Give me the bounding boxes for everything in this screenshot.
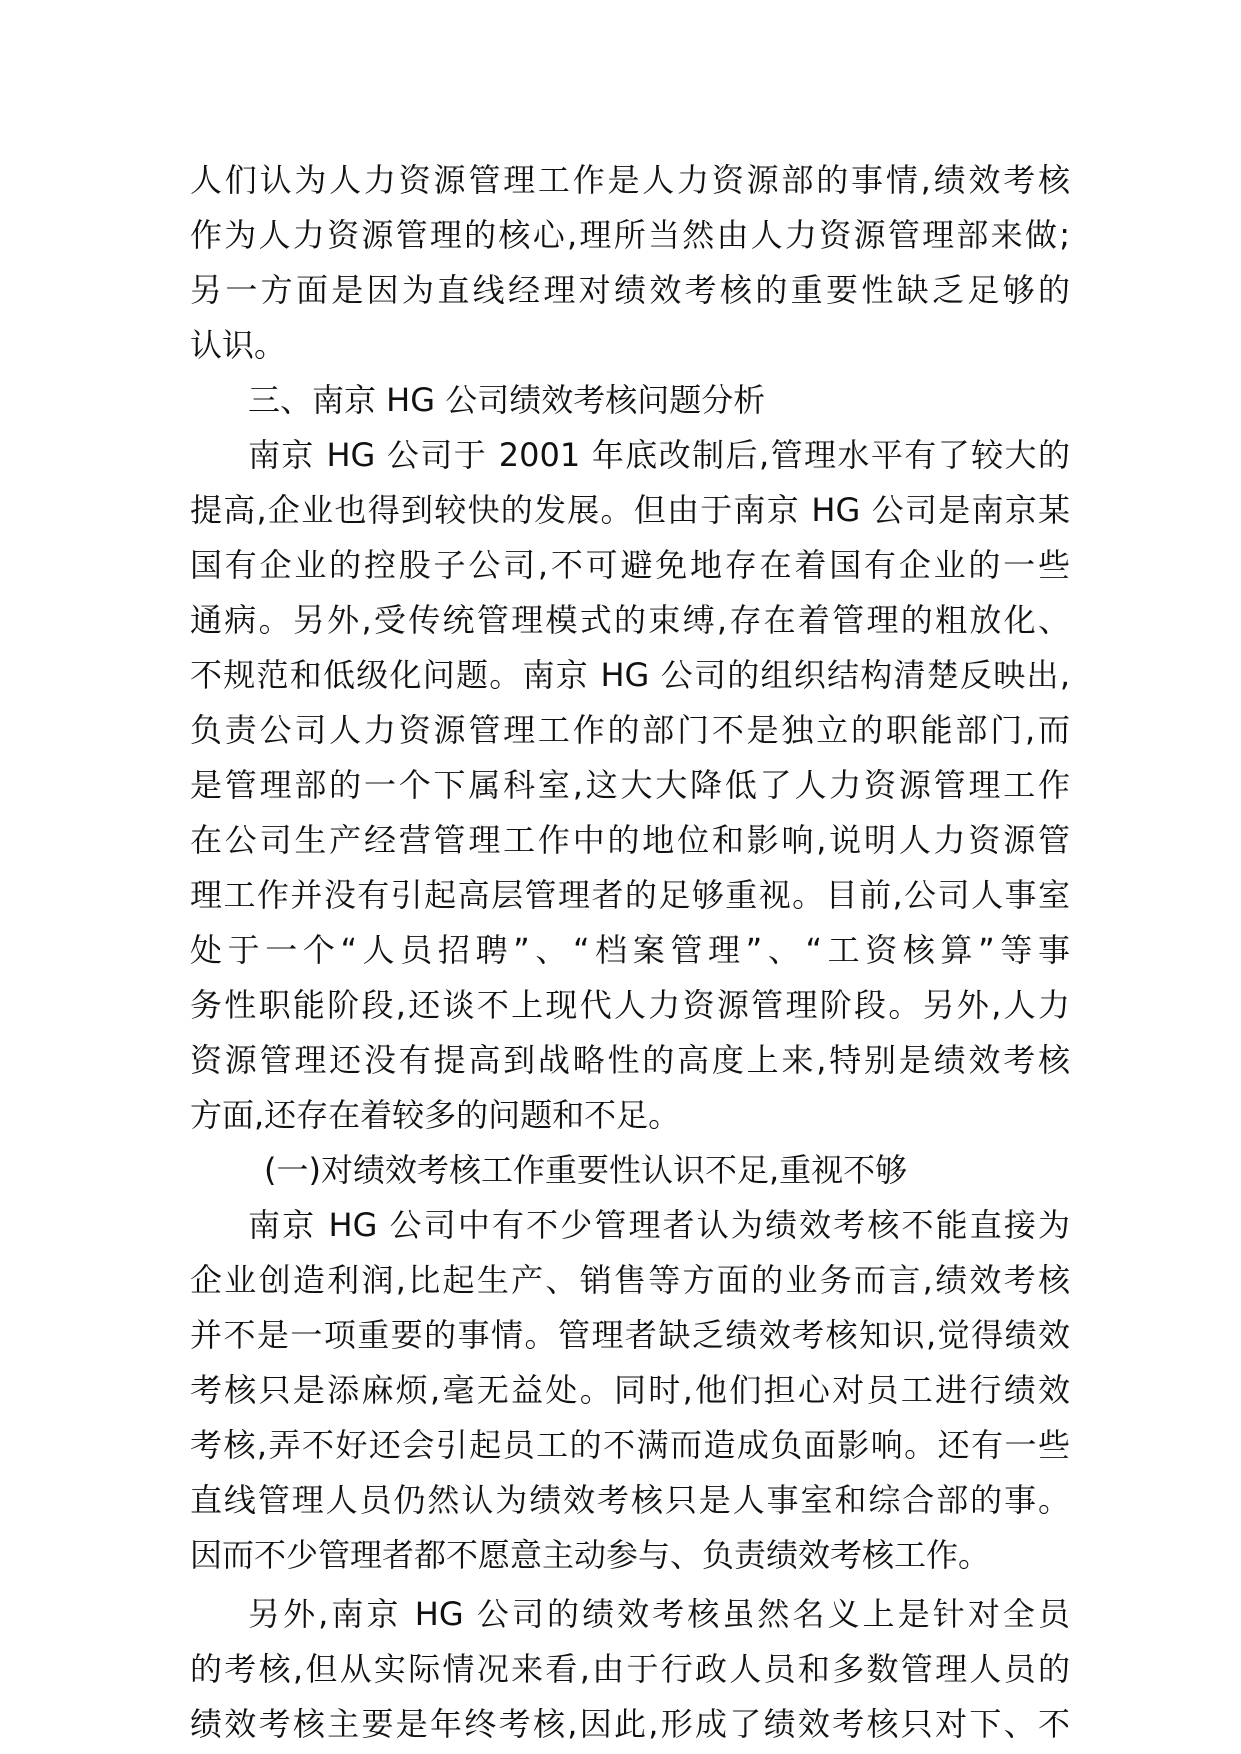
text-line: 处于一个“人员招聘”、“档案管理”、“工资核算”等事 <box>190 931 1070 969</box>
body-text <box>190 153 1070 1752</box>
text-line: 是管理部的一个下属科室,这大大降低了人力资源管理工作 <box>190 766 1070 804</box>
text-line: 提高,企业也得到较快的发展。但由于南京 HG 公司是南京某 <box>190 491 1070 529</box>
text-line: 通病。另外,受传统管理模式的束缚,存在着管理的粗放化、 <box>190 601 1070 639</box>
text-line: 务性职能阶段,还谈不上现代人力资源管理阶段。另外,人力 <box>190 986 1070 1024</box>
text-line: 因而不少管理者都不愿意主动参与、负责绩效考核工作。 <box>190 1536 991 1574</box>
text-line: 绩效考核主要是年终考核,因此,形成了绩效考核只对下、不 <box>190 1705 1070 1743</box>
text-line: 的考核,但从实际情况来看,由于行政人员和多数管理人员的 <box>190 1650 1070 1688</box>
text-line: 不规范和低级化问题。南京 HG 公司的组织结构清楚反映出, <box>190 656 1070 694</box>
subsection-heading: (一)对绩效考核工作重要性认识不足,重视不够 <box>264 1151 908 1189</box>
text-line: 并不是一项重要的事情。管理者缺乏绩效考核知识,觉得绩效 <box>190 1316 1070 1354</box>
text-line: 方面,还存在着较多的问题和不足。 <box>190 1096 681 1134</box>
text-line: 在公司生产经营管理工作中的地位和影响,说明人力资源管 <box>190 821 1070 859</box>
text-line: 南京 HG 公司于 2001 年底改制后,管理水平有了较大的 <box>248 436 1070 474</box>
text-line: 南京 HG 公司中有不少管理者认为绩效考核不能直接为 <box>248 1206 1070 1244</box>
text-line: 理工作并没有引起高层管理者的足够重视。目前,公司人事室 <box>190 876 1070 914</box>
text-line: 考核只是添麻烦,毫无益处。同时,他们担心对员工进行绩效 <box>190 1371 1070 1409</box>
text-line: 认识。 <box>190 326 287 364</box>
text-line: 考核,弄不好还会引起员工的不满而造成负面影响。还有一些 <box>190 1426 1070 1464</box>
text-line: 另外,南京 HG 公司的绩效考核虽然名义上是针对全员 <box>248 1595 1070 1633</box>
text-line: 作为人力资源管理的核心,理所当然由人力资源管理部来做; <box>190 216 1070 254</box>
text-line: 另一方面是因为直线经理对绩效考核的重要性缺乏足够的 <box>190 271 1070 309</box>
text-line: 企业创造利润,比起生产、销售等方面的业务而言,绩效考核 <box>190 1261 1070 1299</box>
text-line: 人们认为人力资源管理工作是人力资源部的事情,绩效考核 <box>190 161 1070 199</box>
text-line: 负责公司人力资源管理工作的部门不是独立的职能部门,而 <box>190 711 1070 749</box>
section-heading: 三、南京 HG 公司绩效考核问题分析 <box>248 381 766 419</box>
text-line: 直线管理人员仍然认为绩效考核只是人事室和综合部的事。 <box>190 1481 1070 1519</box>
text-line: 国有企业的控股子公司,不可避免地存在着国有企业的一些 <box>190 546 1070 584</box>
text-line: 资源管理还没有提高到战略性的高度上来,特别是绩效考核 <box>190 1041 1070 1079</box>
